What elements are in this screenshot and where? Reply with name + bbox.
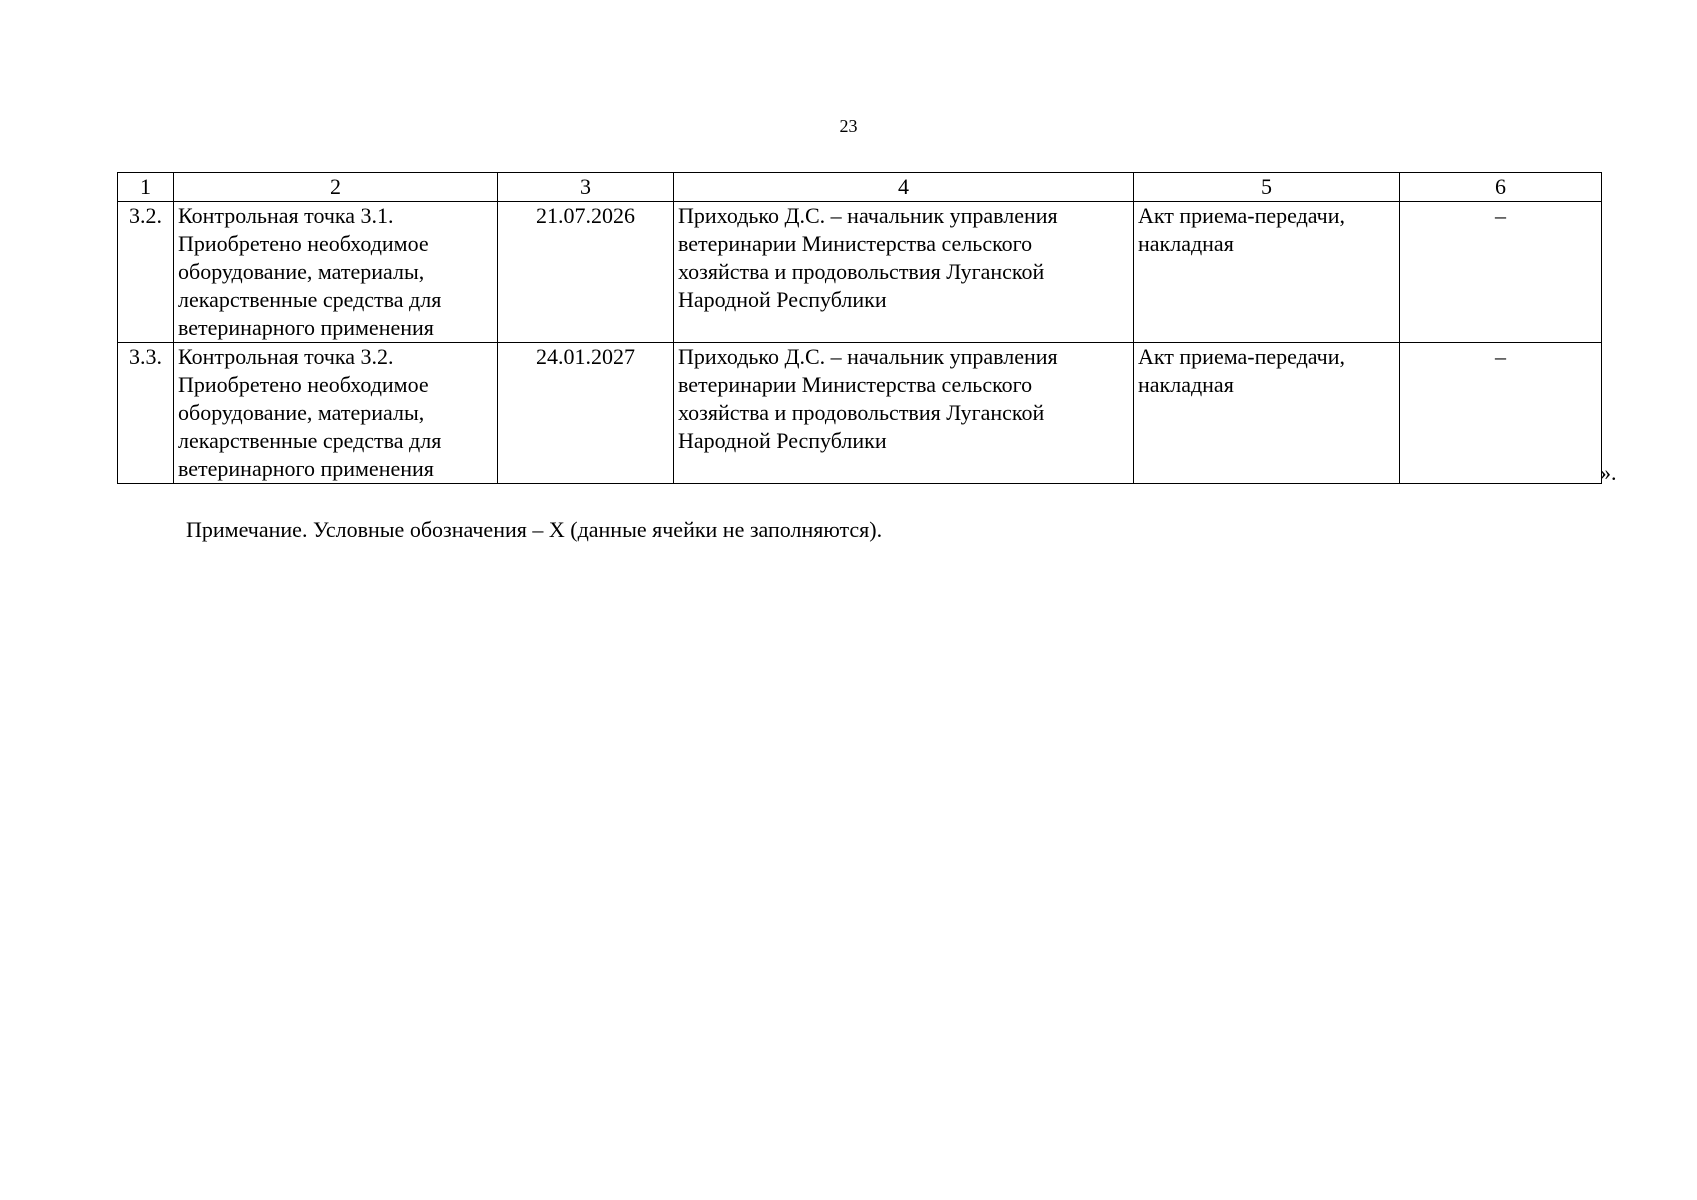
closing-quote-mark: ».: [1600, 460, 1617, 485]
event-cell: Контрольная точка 3.1. Приобретено необходимое оборудование, материалы, лекарственные средства для ветеринарного применения: [174, 202, 498, 343]
column-header-6: 6: [1400, 173, 1602, 202]
event-cell: Контрольная точка 3.2. Приобретено необходимое оборудование, материалы, лекарственные средства для ветеринарного применения: [174, 343, 498, 484]
column-header-3: 3: [498, 173, 674, 202]
table-row: [118, 202, 1602, 343]
document-cell: Акт приема-передачи, накладная: [1134, 202, 1400, 343]
table-row: [118, 343, 1602, 484]
col6-cell: –: [1400, 202, 1602, 343]
date-cell: 24.01.2027: [498, 343, 674, 484]
responsible-cell: Приходько Д.С. – начальник управления ветеринарии Министерства сельского хозяйства и продовольствия Луганской Народной Республики: [674, 202, 1134, 343]
table-note: Примечание. Условные обозначения – Х (данные ячейки не заполняются).: [186, 517, 883, 542]
control-points-table: [117, 172, 1602, 484]
page-number: 23: [839, 116, 858, 136]
col6-cell: –: [1400, 343, 1602, 484]
responsible-cell: Приходько Д.С. – начальник управления ветеринарии Министерства сельского хозяйства и продовольствия Луганской Народной Республики: [674, 343, 1134, 484]
column-header-1: 1: [118, 173, 174, 202]
row-number: 3.2.: [118, 202, 174, 343]
column-header-2: 2: [174, 173, 498, 202]
date-cell: 21.07.2026: [498, 202, 674, 343]
column-header-4: 4: [674, 173, 1134, 202]
column-header-5: 5: [1134, 173, 1400, 202]
table-header-row: [118, 173, 1602, 202]
document-cell: Акт приема-передачи, накладная: [1134, 343, 1400, 484]
row-number: 3.3.: [118, 343, 174, 484]
